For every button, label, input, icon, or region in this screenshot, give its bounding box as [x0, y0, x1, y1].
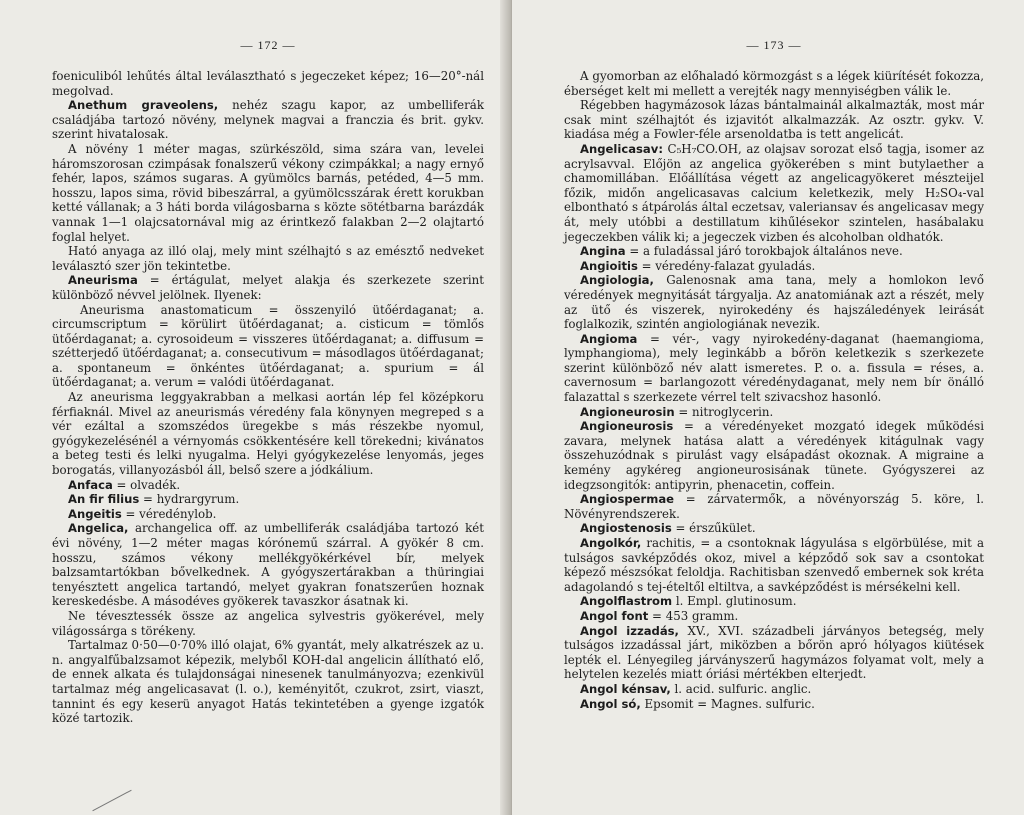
- headword: An fir filius: [68, 492, 140, 507]
- paragraph-body: A növény 1 méter magas, szürkészöld, sima szára van, levelei háromszorosan czimpásak fonalszerű vékony czimpákkal; a nagy ernyő fehér, lapos, számos sugaras. A gyümölcs barnás, petéded, 4—5 mm. hosszu, lapos sima, rövid bibeszárral, a gyümölcsszárak érett korukban ketté vállanak; a 3 háti borda világosbarna s közte sötétbarna barázdák vannak 1—1 olajcsatornával mig az érintkező falakban 2—2 olajtartó foglal helyet.: [52, 141, 484, 244]
- paragraph: [564, 624, 984, 682]
- paragraph: [564, 682, 984, 697]
- headword: Angiostenosis: [580, 521, 672, 536]
- paragraph: [564, 697, 984, 712]
- paragraph-body: = olvadék.: [112, 477, 181, 492]
- paragraph-body: Aneurisma anastomaticum = összenyiló ütőérdaganat; a. circumscriptum = körülirt ütőérdaganat; a. cisticum = tömlős ütőérdaganat; a. cyrosoideum = visszeres ütőérdaganat; a. diffusum = szétterjedő ütőérdaganat; a. consecutivum = másodlagos ütőérdaganat; a. spontaneum = önkéntes ütőérdaganat; a. spurium = ál ütőérdaganat; a. verum = valódi ütőérdaganat.: [52, 302, 484, 390]
- headword: Angol font: [580, 608, 649, 623]
- paragraph: [52, 478, 484, 493]
- headword: Angol só,: [580, 696, 641, 711]
- paragraph: [52, 142, 484, 244]
- paragraph-body: = vér-, vagy nyirokedény-daganat (haemangioma, lymphangioma), mely leginkább a bőrön keletkezik s szerkezete szerint különböző név alatt ismeretes. P. o. a. fissula = réses, a. cavernosum = barlangozott véredénydaganat, mely nem bír önálló falazattal s szerkezete vérrel telt szivacshoz hasonló.: [564, 331, 984, 405]
- paragraph: [564, 594, 984, 609]
- paragraph: [52, 638, 484, 726]
- headword: Anfaca: [68, 477, 113, 492]
- paragraph-body: = véredénylob.: [121, 506, 217, 521]
- paragraph: [52, 98, 484, 142]
- right-page-number: — 173 —: [746, 38, 802, 52]
- headword: Angol izzadás,: [580, 623, 679, 638]
- pen-mark: [92, 790, 131, 812]
- paragraph-body: Epsomit = Magnes. sulfuric.: [640, 696, 815, 711]
- paragraph-body: = nitroglycerin.: [674, 404, 774, 419]
- headword: Aneurisma: [68, 273, 138, 288]
- paragraph: [564, 405, 984, 420]
- paragraph-body: = véredény-falazat gyuladás.: [637, 258, 816, 273]
- paragraph: [564, 521, 984, 536]
- paragraph-body: Régebben hagymázosok lázas bántalmainál alkalmazták, most már csak mint szélhajtót és izjavitót alkalmazzák. Az osztr. gykv. V. kiadása még a Fowler-féle arsenoldatba is tett angelicát.: [564, 98, 984, 142]
- headword: Angioitis: [580, 258, 638, 273]
- right-page-text: [564, 69, 984, 711]
- paragraph: [564, 609, 984, 624]
- paragraph: [52, 69, 484, 98]
- paragraph-body: Tartalmaz 0·50—0·70% illó olajat, 6% gyantát, mely alkatrészek az u. n. angyalfűbalzsamot képezik, melyből KOH-dal angelicin állítható elő, de ennek alkata és tulajdonságai ninesenek tanulmányozva; ezenkivül tartalmaz még angelicasavat (l. o.), keményitőt, czukrot, zsirt, viaszt, tannint és egy keserü anyagot Hatás tekintetében a gyenge izgatók közé tartozik.: [52, 638, 484, 726]
- paragraph: [564, 259, 984, 274]
- left-page-number: — 172 —: [240, 38, 296, 52]
- paragraph-body: A gyomorban az előhaladó körmozgást s a légek kiürítését fokozza, éberséget kelt mi mellett a verejték nagy mennyiségben válik le.: [564, 69, 984, 98]
- paragraph-body: = zárvatermők, a növényország 5. köre, l. Növényrendszerek.: [564, 492, 984, 521]
- headword: Angolflastrom: [580, 594, 673, 609]
- paragraph: [564, 492, 984, 521]
- headword: Angol kénsav,: [580, 681, 671, 696]
- paragraph-body: l. acid. sulfuric. anglic.: [670, 681, 812, 696]
- paragraph: [52, 507, 484, 522]
- headword: Angiospermae: [580, 492, 675, 507]
- headword: Angioneurosin: [580, 404, 675, 419]
- headword: Anethum graveolens,: [68, 98, 219, 113]
- paragraph-body: = a fuladással járó torokbajok általános neve.: [625, 244, 903, 259]
- paragraph-body: Galenosnak ama tana, mely a homlokon levő véredények megnyitását tárgyalja. Az anatomiának azt a részét, mely az ütő és viszerek, nyirokedény és hajszáledények leirását foglalkozik, szintén angiologiának nevezik.: [564, 273, 984, 332]
- paragraph-body: = a véredényeket mozgató idegek működési zavara, melynek hatása alatt a véredények kitágulnak vagy összehuzódnak s pirulást vagy elsápadást okoznak. A migraine a kemény agykéreg angioneurosisának tünete. Gyógyszerei az idegzsongitók: antipyrin, phenacetin, coffein.: [564, 419, 984, 492]
- left-page-text: [52, 69, 484, 726]
- headword: Angina: [580, 244, 626, 259]
- paragraph-body: archangelica off. az umbelliferák családjába tartozó két évi növény, 1—2 méter magas kórónemű szárral. A gyökér 8 cm. hosszu, számos vékony mellékgyökérkével bír, melyek balzsamtartókban bővelkednek. A gyógyszertárakban a thüringiai tenyésztett angelica tartandó, melyet gyakran fonatszerűen hoznak kereskedésbe. A másodéves gyökerek tavaszkor ásatnak ki.: [52, 521, 484, 609]
- headword: Angioma: [580, 331, 638, 346]
- paragraph: [564, 244, 984, 259]
- headword: Angelicasav:: [580, 141, 663, 156]
- paragraph: [564, 69, 984, 98]
- paragraph: [52, 609, 484, 638]
- paragraph-body: Az aneurisma leggyakrabban a melkasi aortán lép fel középkoru férfiaknál. Mivel az aneurismás véredény fala könynyen megreped s a vér ezáltal a szomszédos üregekbe s más részekbe nyomul, gyógykezelésénél a vérnyomás csökkentésére kell törekedni; kivánatos a beteg testi és lelki nyugalma. Helyi gyógykezelése lenyomás, jeges borogatás, villanyozásból áll, belső szere a jódkálium.: [52, 390, 484, 478]
- paragraph: [564, 273, 984, 331]
- paragraph: [52, 521, 484, 609]
- right-page: [512, 0, 1024, 815]
- paragraph: [52, 390, 484, 478]
- paragraph-body: foeniculiból lehűtés által leválasztható s jegeczeket képez; 16—20°-nál megolvad.: [52, 69, 484, 98]
- paragraph: [52, 273, 484, 302]
- paragraph-body: C₅H₇CO.OH, az olajsav sorozat első tagja, isomer az acrylsavval. Előjön az angelica gyökerében s mint butylaether a chamomillában. Előállítása végett az angelicagyökeret mészteijel főzik, midőn angelicasavas calcium keletkezik, mely H₂SO₄-val elbontható s átpárolás által eczetsav, valeriansav és angelicasav megy át, mely utóbbi a destillatum kihűlésekor szintelen, hasábalaku jegeczekben válik ki; a jegeczek vizben és alcoholban oldhatók.: [564, 141, 984, 244]
- paragraph-body: = 453 gramm.: [648, 608, 739, 623]
- headword: Angelica,: [68, 521, 129, 536]
- paragraph-body: Ne tévesztessék össze az angelica sylvestris gyökerével, mely világossárga s törékeny.: [52, 608, 484, 638]
- paragraph-body: = hydrargyrum.: [139, 492, 240, 507]
- headword: Angolkór,: [580, 536, 642, 550]
- paragraph: [564, 98, 984, 142]
- paragraph-body: rachitis, = a csontoknak lágyulása s elgörbülése, mit a tulságos savképződés okoz, mivel a képződő sok sav a csontokat képező mészsókat feloldja. Rachitisban szenvedő embernek sok kréta adagolandó s tej-ételtől eltiltva, a savképződést is mérsékelni kell.: [564, 536, 984, 594]
- paragraph: [564, 142, 984, 244]
- paragraph-body: = érszűkület.: [671, 521, 756, 536]
- headword: Angioneurosis: [580, 419, 674, 434]
- paragraph-body: XV., XVI. századbeli járványos betegség, mely tulságos izzadással járt, miközben a bőrön apró hólyagos kiütések lepték el. Lényegileg járványszerű hagymázos folyamat volt, mely a helytelen kezelés miatt óriási mértékben elterjedt.: [564, 623, 984, 682]
- paragraph: [564, 536, 984, 594]
- headword: Angeitis: [68, 506, 122, 521]
- headword: Angiologia,: [580, 273, 654, 288]
- paragraph-body: Ható anyaga az illó olaj, mely mint szélhajtó s az emésztő nedveket leválasztó szer jön tekintetbe.: [52, 244, 484, 273]
- paragraph-body: nehéz szagu kapor, az umbelliferák családjába tartozó növény, melynek magvai a franczia és brit. gykv. szerint hivatalosak.: [52, 98, 484, 142]
- paragraph-body: l. Empl. glutinosum.: [672, 594, 797, 609]
- paragraph: [52, 244, 484, 273]
- paragraph: [564, 332, 984, 405]
- paragraph: [52, 492, 484, 507]
- paragraph: [564, 419, 984, 492]
- paragraph: [52, 303, 484, 391]
- paragraph-body: = értágulat, melyet alakja és szerkezete szerint különböző névvel jelölnek. Ilyenek:: [52, 273, 484, 302]
